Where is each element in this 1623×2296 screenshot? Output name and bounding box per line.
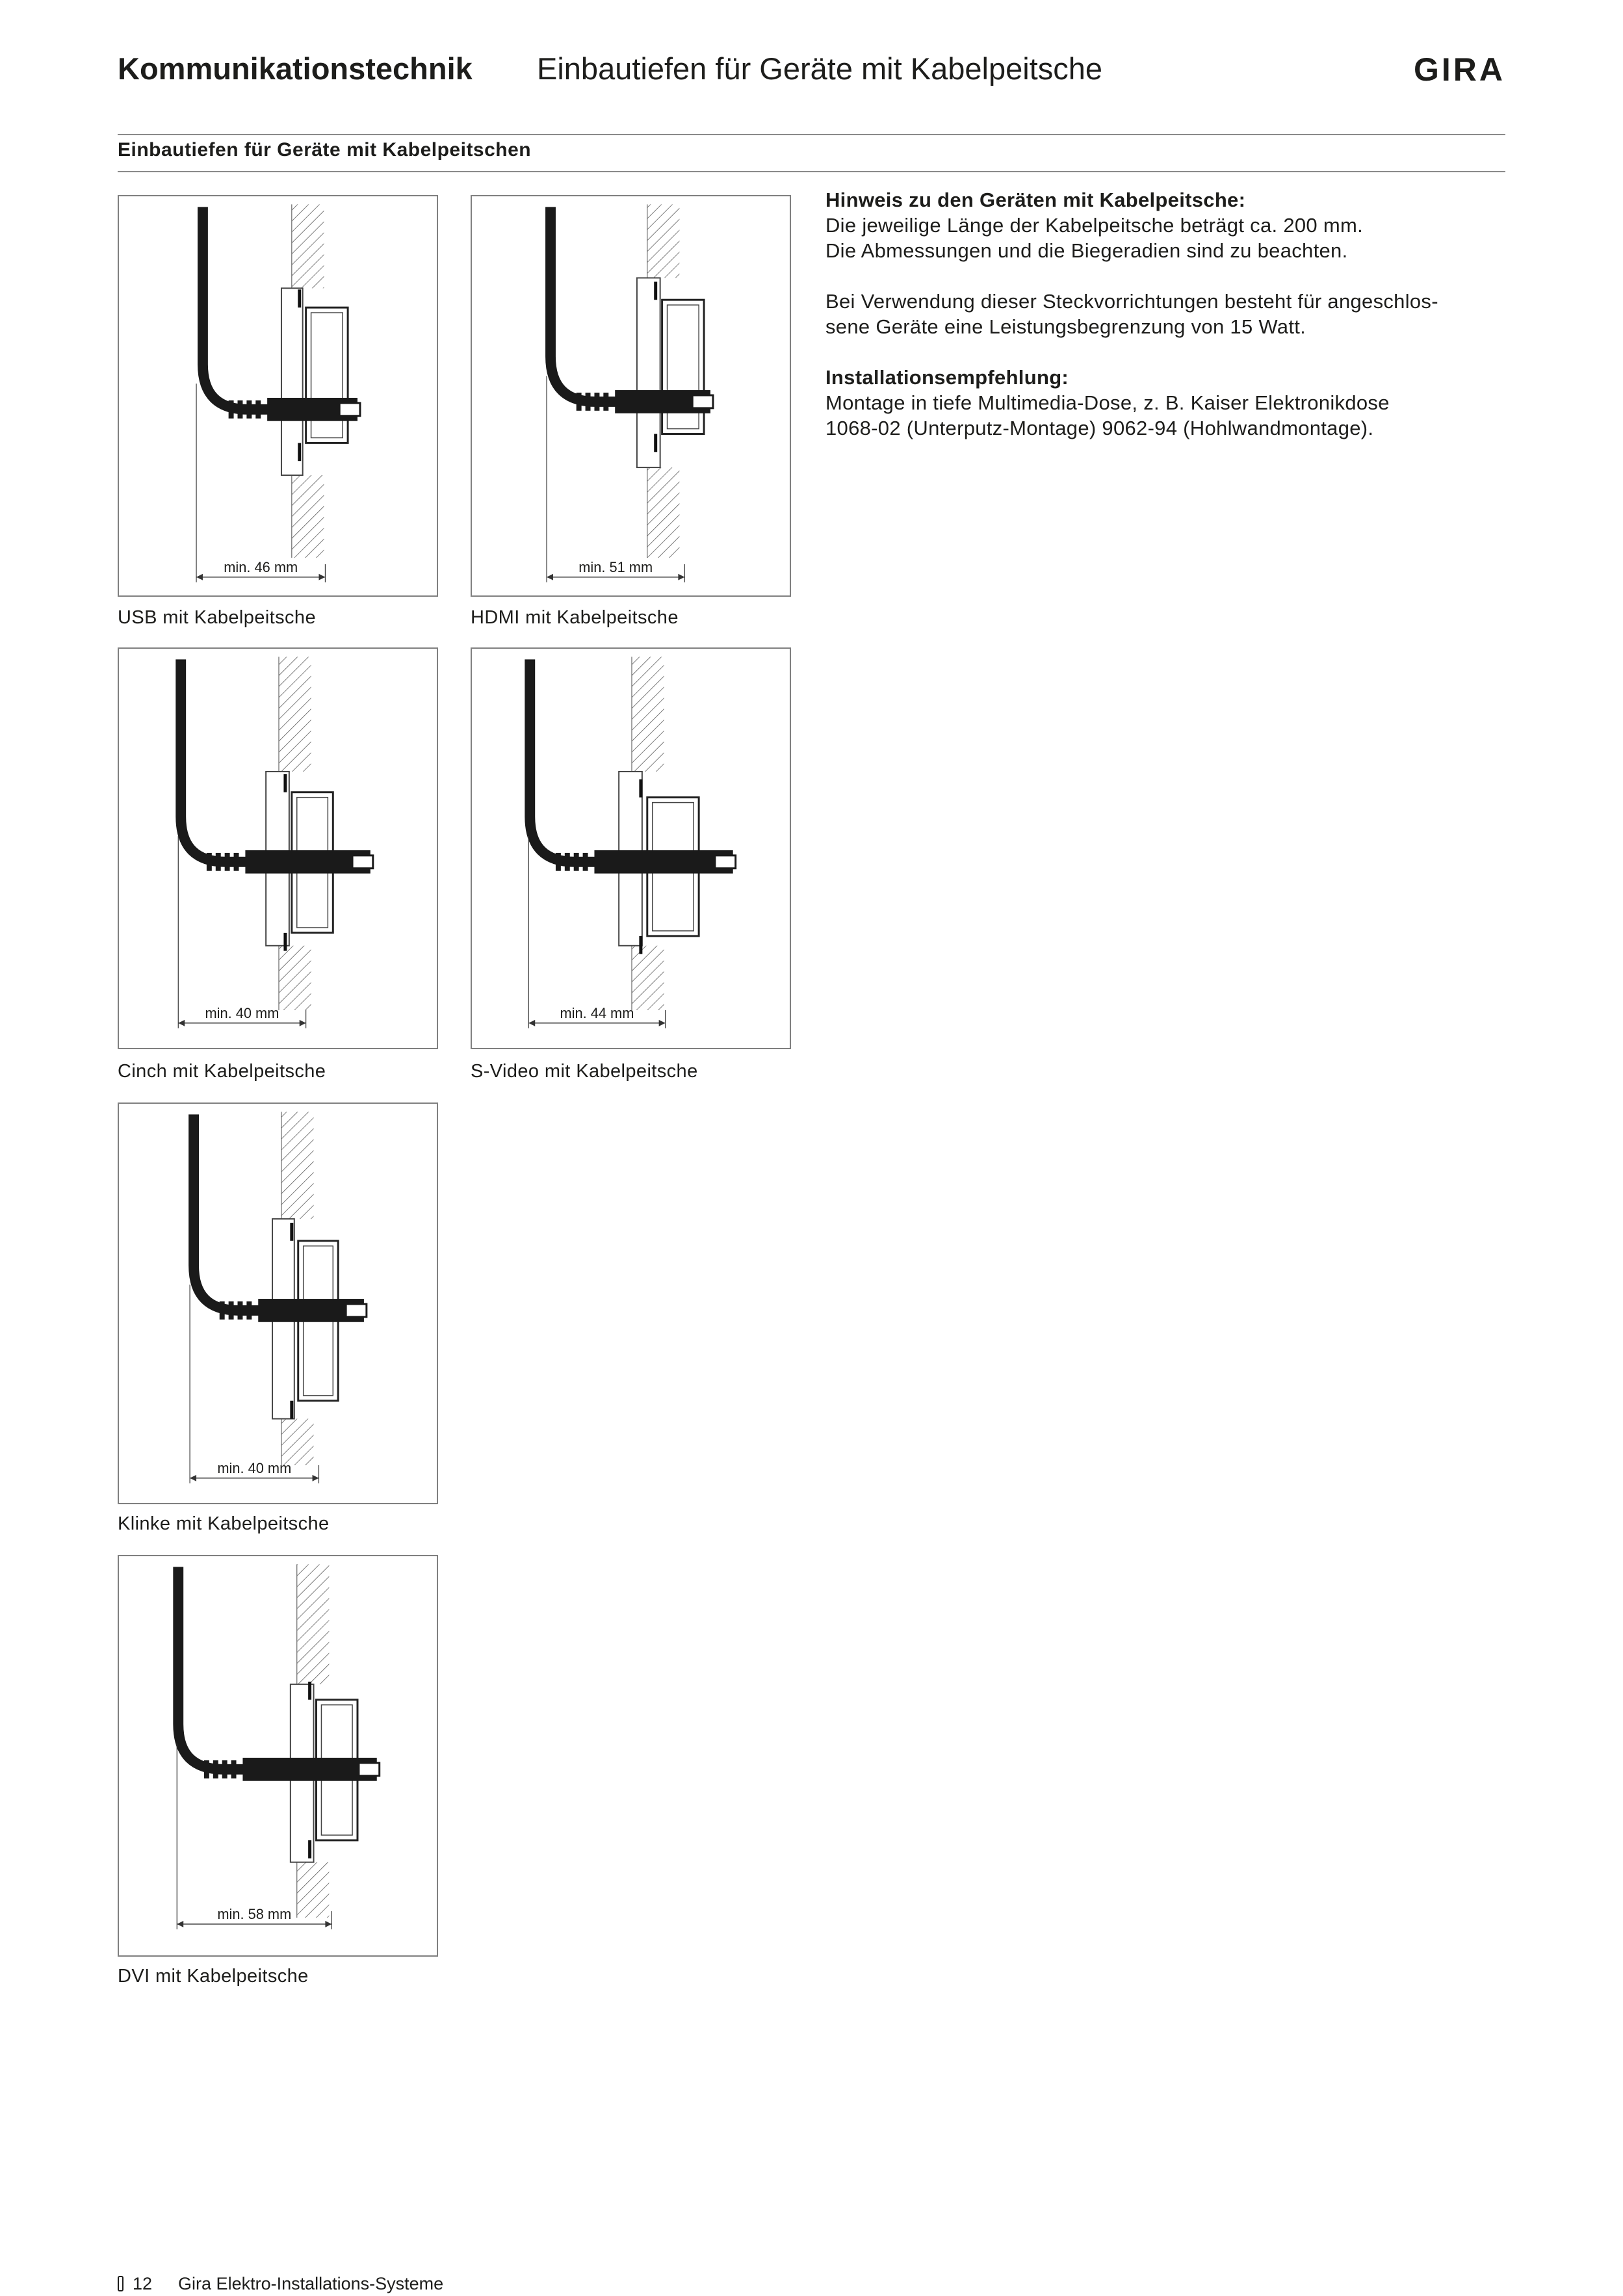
dimension-label: min. 40 mm <box>205 1004 279 1021</box>
strain-relief-rib <box>574 853 579 871</box>
top-rule <box>118 134 1505 135</box>
strain-relief-rib <box>222 1760 227 1779</box>
dimension-label: min. 51 mm <box>578 558 653 575</box>
plug-body <box>594 850 733 874</box>
dimension-label: min. 44 mm <box>560 1004 634 1021</box>
klinke-diagram <box>119 1104 437 1503</box>
strain-relief-rib <box>246 400 252 419</box>
strain-relief-rib <box>238 1301 243 1320</box>
notes-line: Bei Verwendung dieser Steckvorrichtungen besteht für angeschlos- <box>825 290 1438 313</box>
strain-relief-rib <box>225 853 230 871</box>
footer-text: Gira Elektro-Installations-Systeme <box>178 2274 444 2293</box>
dimension-arrow <box>313 1475 319 1481</box>
strain-relief-rib <box>213 1760 218 1779</box>
strain-relief-rib <box>583 853 588 871</box>
strain-relief-rib <box>594 393 599 411</box>
strain-relief-rib <box>220 1301 225 1320</box>
strain-relief-rib <box>246 1301 252 1320</box>
wall-upper <box>281 1112 314 1219</box>
strain-relief-rib <box>231 1760 237 1779</box>
strain-relief-rib <box>216 853 221 871</box>
dimension-arrow <box>547 574 553 581</box>
wall-lower <box>292 475 324 558</box>
wall-lower <box>281 1419 314 1465</box>
notes-block <box>825 187 1508 441</box>
caption-klinke: Klinke mit Kabelpeitsche <box>118 1513 330 1534</box>
notes-heading-installation: Installationsempfehlung: <box>825 366 1069 389</box>
dimension-arrow <box>196 574 203 581</box>
page-footer <box>118 2274 443 2294</box>
plug-contact <box>692 395 713 408</box>
notes-spacer <box>825 263 1508 289</box>
dimension-arrow <box>178 1020 185 1026</box>
caption-usb: USB mit Kabelpeitsche <box>118 607 316 628</box>
wall-lower <box>297 1862 330 1918</box>
caption-cinch: Cinch mit Kabelpeitsche <box>118 1061 326 1082</box>
figure-svideo <box>471 647 791 1049</box>
socket-insert <box>662 300 704 434</box>
dimension-label: min. 58 mm <box>217 1905 292 1922</box>
info-icon <box>118 2276 123 2291</box>
dimension-arrow <box>325 1921 331 1927</box>
notes-line: Die Abmessungen und die Biegeradien sind zu beachten. <box>825 239 1348 262</box>
notes-line: Montage in tiefe Multimedia-Dose, z. B. Kaiser Elektronikdose <box>825 391 1390 414</box>
notes-spacer <box>825 339 1508 365</box>
svideo-diagram <box>472 649 790 1048</box>
wall-lower <box>279 946 311 1010</box>
plug-contact <box>715 855 736 868</box>
notes-line: sene Geräte eine Leistungsbegrenzung von 15 Watt. <box>825 315 1306 338</box>
usb-diagram <box>119 196 437 595</box>
dimension-label: min. 40 mm <box>217 1459 292 1476</box>
notes-line: Die jeweilige Länge der Kabelpeitsche beträgt ca. 200 mm. <box>825 214 1364 237</box>
plug-contact <box>359 1763 380 1776</box>
strain-relief-rib <box>255 400 261 419</box>
notes-line: 1068-02 (Unterputz-Montage) 9062-94 (Hohlwandmontage). <box>825 417 1374 439</box>
plug-contact <box>339 403 360 416</box>
strain-relief-rib <box>556 853 561 871</box>
dimension-arrow <box>300 1020 306 1026</box>
wall-upper <box>279 657 311 772</box>
wall-lower <box>647 467 680 558</box>
cinch-diagram <box>119 649 437 1048</box>
dimension-arrow <box>177 1921 183 1927</box>
wall-upper <box>632 657 664 772</box>
dimension-arrow <box>659 1020 666 1026</box>
plug-body <box>242 1758 376 1781</box>
strain-relief-rib <box>234 853 239 871</box>
wall-upper <box>292 204 324 288</box>
caption-svideo: S-Video mit Kabelpeitsche <box>471 1061 698 1082</box>
strain-relief-rib <box>586 393 591 411</box>
figure-cinch <box>118 647 438 1049</box>
dvi-diagram <box>119 1556 437 1955</box>
dimension-arrow <box>678 574 684 581</box>
page-title-subtitle: Einbautiefen für Geräte mit Kabelpeitsche <box>537 51 1103 86</box>
figure-dvi <box>118 1555 438 1957</box>
strain-relief-rib <box>204 1760 209 1779</box>
wall-lower <box>632 946 664 1010</box>
strain-relief-rib <box>229 1301 234 1320</box>
section-title: Einbautiefen für Geräte mit Kabelpeitschen <box>118 139 532 161</box>
dimension-arrow <box>318 574 325 581</box>
strain-relief-rib <box>565 853 570 871</box>
caption-dvi: DVI mit Kabelpeitsche <box>118 1966 309 1987</box>
dimension-label: min. 46 mm <box>224 558 298 575</box>
hdmi-diagram <box>472 196 790 595</box>
dimension-arrow <box>190 1475 196 1481</box>
page-number: 12 <box>133 2274 153 2293</box>
dimension-arrow <box>528 1020 535 1026</box>
section-rule <box>118 171 1505 172</box>
socket-insert <box>306 307 348 443</box>
figure-usb <box>118 195 438 597</box>
wall-upper <box>297 1564 330 1684</box>
caption-hdmi: HDMI mit Kabelpeitsche <box>471 607 679 628</box>
strain-relief-rib <box>577 393 582 411</box>
notes-heading-hinweis: Hinweis zu den Geräten mit Kabelpeitsche: <box>825 189 1246 211</box>
strain-relief-rib <box>207 853 212 871</box>
figure-klinke <box>118 1102 438 1504</box>
wall-upper <box>647 204 680 278</box>
strain-relief-rib <box>603 393 608 411</box>
brand-logo: GIRA <box>1414 51 1505 88</box>
plug-contact <box>346 1304 367 1317</box>
strain-relief-rib <box>238 400 243 419</box>
page-title-bold: Kommunikationstechnik <box>118 51 473 86</box>
plug-contact <box>352 855 373 868</box>
figure-hdmi <box>471 195 791 597</box>
strain-relief-rib <box>229 400 234 419</box>
